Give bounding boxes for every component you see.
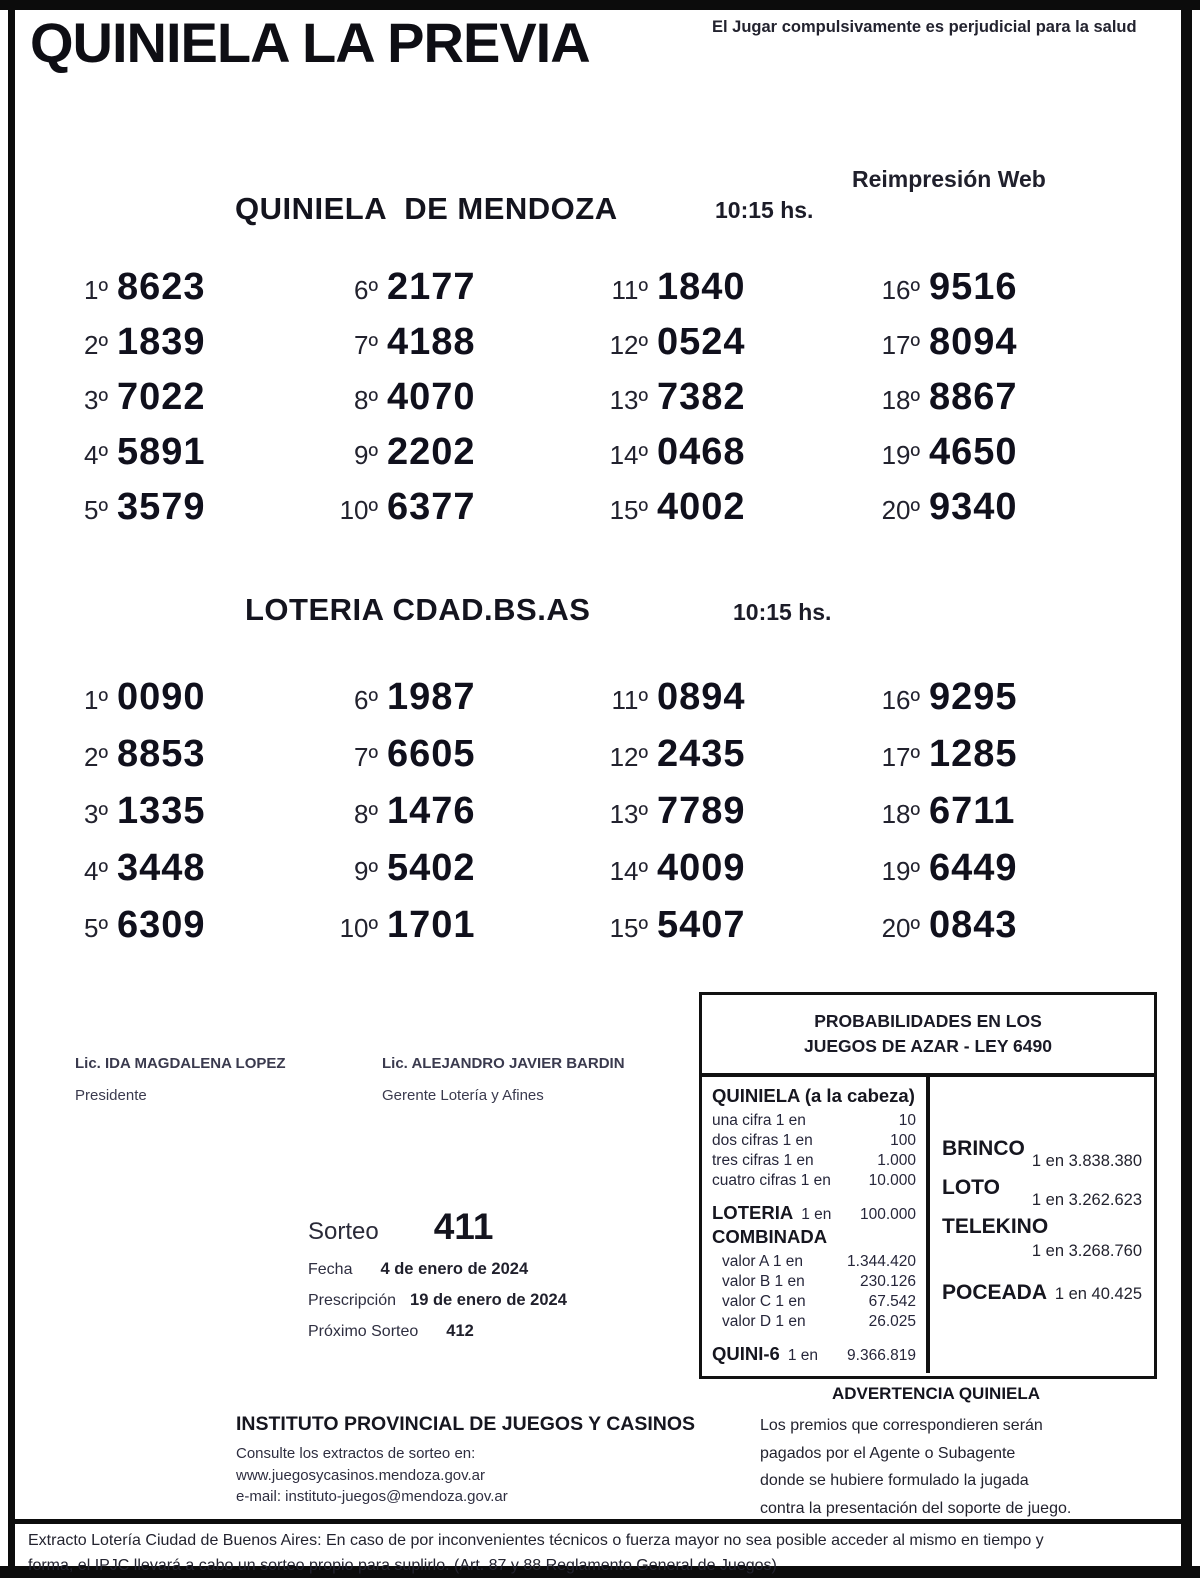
results-grid-bsas [60, 676, 1080, 961]
result-number: 3448 [117, 847, 206, 889]
game-name: BRINCO [942, 1137, 1025, 1160]
result-position: 12º [609, 330, 648, 360]
quiniela-odds-header: QUINIELA (a la cabeza) [712, 1085, 915, 1106]
result-cell [60, 486, 330, 541]
probability-value: 1.000 [877, 1152, 916, 1169]
institute-contact-lines [236, 1443, 695, 1508]
result-number: 3579 [117, 486, 206, 528]
result-cell [330, 321, 600, 376]
institute-name: INSTITUTO PROVINCIAL DE JUEGOS Y CASINOS [236, 1413, 696, 1435]
result-number: 4070 [387, 376, 476, 418]
result-number: 1335 [117, 790, 206, 832]
quiniela-odds-rows [712, 1111, 916, 1191]
official-signature-block [382, 1055, 689, 1104]
prescripcion-line [308, 1291, 567, 1310]
result-position: 10º [339, 913, 378, 943]
page-border-top [0, 0, 1200, 10]
result-cell [872, 676, 1080, 733]
game-probability [942, 1137, 1142, 1171]
result-number: 8623 [117, 266, 206, 308]
result-number: 8853 [117, 733, 206, 775]
probabilities-box [699, 992, 1157, 1379]
game-name: POCEADA [942, 1281, 1048, 1304]
result-position: 13º [609, 799, 648, 829]
fecha-line [308, 1260, 567, 1279]
combinada-odds-header: COMBINADA [712, 1226, 828, 1247]
quini6-odds-label: QUINI-6 [712, 1343, 780, 1364]
result-position: 6º [354, 275, 378, 305]
probability-label: dos cifras 1 en [712, 1132, 813, 1149]
probabilities-title-line2: JUEGOS DE AZAR - LEY 6490 [804, 1036, 1052, 1056]
result-cell [872, 847, 1080, 904]
result-position: 16º [881, 685, 920, 715]
result-cell [330, 847, 600, 904]
official-name: Lic. IDA MAGDALENA LOPEZ [75, 1055, 286, 1072]
advertencia-lines [760, 1412, 1120, 1522]
result-cell [60, 847, 330, 904]
result-position: 16º [881, 275, 920, 305]
game-probability [942, 1176, 1142, 1210]
advertencia-title: ADVERTENCIA QUINIELA [831, 1384, 1041, 1403]
result-number: 1701 [387, 904, 476, 946]
result-position: 20º [881, 913, 920, 943]
probability-label: valor D 1 en [722, 1313, 806, 1330]
result-number: 1987 [387, 676, 476, 718]
game-probability [942, 1215, 1142, 1261]
quini6-odds-mid: 1 en [787, 1347, 819, 1364]
sorteo-label: Sorteo [308, 1218, 379, 1245]
result-position: 17º [881, 742, 920, 772]
result-position: 19º [881, 440, 920, 470]
advertencia-block [752, 1384, 1120, 1522]
result-number: 9516 [929, 266, 1018, 308]
probability-label: valor B 1 en [722, 1273, 805, 1290]
result-number: 2435 [657, 733, 746, 775]
result-position: 5º [84, 913, 108, 943]
result-cell [60, 321, 330, 376]
proximo-sorteo-label: Próximo Sorteo [308, 1323, 419, 1340]
probabilities-body [702, 1077, 1154, 1373]
prescripcion-label: Prescripción [308, 1292, 397, 1309]
footer-legal-text [28, 1528, 1178, 1578]
probability-row [712, 1151, 916, 1171]
result-number: 6605 [387, 733, 476, 775]
result-number: 0524 [657, 321, 746, 363]
probability-value: 10 [898, 1112, 916, 1129]
sorteo-number: 411 [433, 1206, 494, 1247]
result-position: 12º [609, 742, 648, 772]
result-cell [600, 266, 872, 321]
probability-row [712, 1312, 916, 1332]
result-cell [330, 266, 600, 321]
result-position: 13º [609, 385, 648, 415]
section-title-mendoza: QUINIELA DE MENDOZA [235, 191, 618, 226]
result-cell [600, 676, 872, 733]
probability-value: 10.000 [868, 1172, 916, 1189]
official-role: Gerente Lotería y Afines [382, 1087, 544, 1104]
officials-row [75, 1055, 689, 1104]
result-position: 20º [881, 495, 920, 525]
institute-contact-line: Consulte los extractos de sorteo en: [236, 1445, 476, 1462]
quini6-odds-line [712, 1343, 916, 1365]
institute-contact-line: e-mail: instituto-juegos@mendoza.gov.ar [236, 1488, 508, 1505]
result-cell [60, 266, 330, 321]
result-position: 2º [84, 742, 108, 772]
result-number: 9295 [929, 676, 1018, 718]
probability-value: 67.542 [868, 1293, 916, 1310]
result-cell [60, 904, 330, 961]
proximo-sorteo-line [308, 1322, 567, 1341]
game-name: TELEKINO [942, 1215, 1049, 1238]
result-cell [600, 486, 872, 541]
probability-label: cuatro cifras 1 en [712, 1172, 831, 1189]
result-cell [600, 847, 872, 904]
result-position: 6º [354, 685, 378, 715]
advertencia-line: contra la presentación del soporte de juego. [760, 1499, 1072, 1517]
result-cell [330, 790, 600, 847]
loteria-odds-value: 100.000 [859, 1206, 916, 1223]
probability-label: valor C 1 en [722, 1293, 806, 1310]
result-cell [872, 790, 1080, 847]
result-number: 6711 [929, 790, 1016, 832]
result-cell [60, 431, 330, 486]
result-position: 18º [881, 799, 920, 829]
result-position: 15º [609, 495, 648, 525]
result-number: 8094 [929, 321, 1018, 363]
probabilities-title [702, 995, 1154, 1077]
result-number: 1476 [387, 790, 476, 832]
result-number: 9340 [929, 486, 1018, 528]
fecha-label: Fecha [308, 1261, 353, 1278]
result-position: 18º [881, 385, 920, 415]
result-number: 5891 [117, 431, 206, 473]
advertencia-line: pagados por el Agente o Subagente [760, 1444, 1016, 1462]
result-cell [872, 266, 1080, 321]
result-position: 3º [84, 385, 108, 415]
result-position: 19º [881, 856, 920, 886]
probability-value: 100 [890, 1132, 916, 1149]
probabilities-title-line1: PROBABILIDADES EN LOS [814, 1011, 1042, 1031]
result-position: 9º [354, 440, 378, 470]
result-number: 5402 [387, 847, 476, 889]
probability-row [712, 1272, 916, 1292]
sorteo-line [308, 1206, 567, 1248]
result-number: 1285 [929, 733, 1018, 775]
result-cell [60, 676, 330, 733]
section-time-mendoza: 10:15 hs. [715, 197, 814, 223]
result-position: 9º [354, 856, 378, 886]
result-cell [600, 376, 872, 431]
result-position: 15º [609, 913, 648, 943]
result-position: 8º [354, 799, 378, 829]
result-position: 5º [84, 495, 108, 525]
result-number: 0894 [657, 676, 746, 718]
loteria-odds-label: LOTERIA [712, 1202, 794, 1223]
page-border-left [8, 0, 15, 1577]
result-number: 4650 [929, 431, 1018, 473]
probability-value: 1.344.420 [847, 1253, 916, 1270]
result-number: 1839 [117, 321, 206, 363]
page-title: QUINIELA LA PREVIA [30, 11, 590, 74]
result-cell [330, 431, 600, 486]
game-name: LOTO [942, 1176, 1000, 1199]
official-name: Lic. ALEJANDRO JAVIER BARDIN [382, 1055, 625, 1072]
combinada-odds-rows [712, 1252, 916, 1332]
result-position: 7º [354, 330, 378, 360]
footer-line-2: forma, el IPJC llevará a cabo un sorteo propio para suplirlo. (Art. 87 y 88 Reglamento General de Juegos) [28, 1557, 777, 1574]
result-number: 7382 [657, 376, 746, 418]
result-cell [330, 376, 600, 431]
probability-label: valor A 1 en [722, 1253, 804, 1270]
result-cell [872, 321, 1080, 376]
result-position: 1º [84, 685, 108, 715]
result-position: 17º [881, 330, 920, 360]
result-cell [600, 431, 872, 486]
result-cell [60, 376, 330, 431]
probability-value: 230.126 [859, 1273, 916, 1290]
game-probability [942, 1281, 1142, 1305]
game-odds: 1 en 3.268.760 [1031, 1242, 1142, 1260]
result-position: 4º [84, 440, 108, 470]
result-cell [600, 904, 872, 961]
advertencia-line: Los premios que correspondieren serán [760, 1417, 1043, 1434]
result-position: 10º [339, 495, 378, 525]
result-number: 0468 [657, 431, 746, 473]
result-position: 11º [611, 685, 648, 715]
draw-info-block [308, 1206, 567, 1341]
loteria-odds-line [712, 1202, 916, 1224]
game-odds: 1 en 40.425 [1054, 1285, 1142, 1303]
result-cell [60, 790, 330, 847]
result-number: 7789 [657, 790, 746, 832]
fecha-value: 4 de enero de 2024 [380, 1260, 529, 1278]
result-position: 2º [84, 330, 108, 360]
result-cell [330, 676, 600, 733]
game-odds: 1 en 3.838.380 [1031, 1152, 1142, 1170]
probability-row [712, 1131, 916, 1151]
result-cell [872, 486, 1080, 541]
result-position: 3º [84, 799, 108, 829]
section-time-bsas: 10:15 hs. [733, 599, 832, 625]
loteria-odds-mid: 1 en [801, 1206, 832, 1223]
page-border-right [1181, 0, 1192, 1577]
result-position: 8º [354, 385, 378, 415]
prescripcion-value: 19 de enero de 2024 [410, 1291, 567, 1309]
result-position: 4º [84, 856, 108, 886]
result-number: 2177 [387, 266, 476, 308]
probabilities-left-column [702, 1077, 930, 1373]
result-cell [872, 431, 1080, 486]
probabilities-right-column [930, 1077, 1154, 1373]
result-position: 1º [84, 275, 108, 305]
result-position: 7º [354, 742, 378, 772]
game-odds: 1 en 3.262.623 [1031, 1191, 1142, 1209]
official-role: Presidente [75, 1087, 147, 1104]
result-number: 5407 [657, 904, 746, 946]
result-number: 7022 [117, 376, 206, 418]
result-number: 4009 [657, 847, 746, 889]
result-number: 4188 [387, 321, 476, 363]
result-cell [60, 733, 330, 790]
result-cell [600, 321, 872, 376]
result-position: 14º [609, 440, 648, 470]
result-number: 0843 [929, 904, 1018, 946]
probability-label: una cifra 1 en [712, 1112, 806, 1129]
result-cell [330, 486, 600, 541]
result-cell [872, 376, 1080, 431]
result-number: 0090 [117, 676, 206, 718]
quini6-odds-value: 9.366.819 [847, 1347, 916, 1364]
result-position: 11º [611, 275, 648, 305]
probability-value: 26.025 [868, 1313, 916, 1330]
proximo-sorteo-value: 412 [446, 1322, 474, 1340]
result-number: 6309 [117, 904, 206, 946]
section-title-bsas: LOTERIA CDAD.BS.AS [245, 592, 591, 627]
result-number: 2202 [387, 431, 476, 473]
result-number: 1840 [657, 266, 746, 308]
probability-row [712, 1252, 916, 1272]
health-warning-text: El Jugar compulsivamente es perjudicial para la salud [712, 18, 1137, 36]
result-cell [330, 904, 600, 961]
result-cell [872, 904, 1080, 961]
result-cell [600, 733, 872, 790]
result-position: 14º [609, 856, 648, 886]
footer-line-1: Extracto Lotería Ciudad de Buenos Aires: En caso de por inconvenientes técnicos o fuerza mayor no sea posible acceder al mismo en tiempo y [28, 1532, 1044, 1549]
institute-contact-line: www.juegosycasinos.mendoza.gov.ar [236, 1466, 486, 1484]
advertencia-line: donde se hubiere formulado la jugada [760, 1472, 1029, 1489]
result-cell [600, 790, 872, 847]
probability-label: tres cifras 1 en [712, 1152, 814, 1169]
reprint-web-label: Reimpresión Web [852, 166, 1046, 192]
probability-row [712, 1292, 916, 1312]
result-number: 8867 [929, 376, 1018, 418]
result-cell [872, 733, 1080, 790]
result-cell [330, 733, 600, 790]
official-signature-block [75, 1055, 382, 1104]
result-number: 6377 [387, 486, 476, 528]
results-grid-mendoza [60, 266, 1080, 541]
probability-row [712, 1171, 916, 1191]
probability-row [712, 1111, 916, 1131]
result-number: 6449 [929, 847, 1018, 889]
result-number: 4002 [657, 486, 746, 528]
institute-block [236, 1413, 695, 1508]
